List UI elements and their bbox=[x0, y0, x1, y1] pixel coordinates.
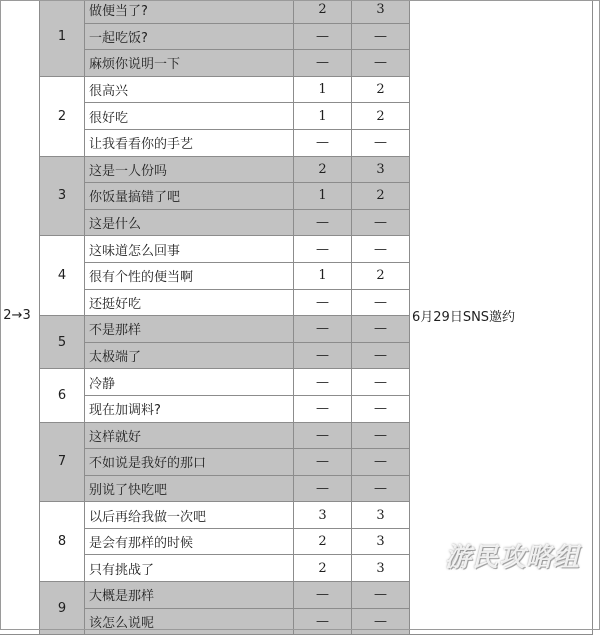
option-cell: 以后再给我做一次吧 bbox=[85, 502, 294, 529]
option-cell: 一起吃饭? bbox=[85, 23, 294, 50]
value-cell-a: — bbox=[294, 422, 352, 449]
value-cell-b: — bbox=[352, 23, 410, 50]
value-cell-a: — bbox=[294, 449, 352, 476]
table-row bbox=[0, 0, 593, 23]
group-number-cell: 4 bbox=[40, 236, 85, 316]
option-cell: 很高兴 bbox=[85, 76, 294, 103]
value-cell-a: 1 bbox=[294, 76, 352, 103]
value-cell-a: 1 bbox=[294, 103, 352, 130]
value-cell-b: — bbox=[352, 608, 410, 635]
value-cell-b: — bbox=[352, 50, 410, 77]
option-cell: 只有挑战了 bbox=[85, 555, 294, 582]
option-cell: 还挺好吃 bbox=[85, 289, 294, 316]
value-cell-a: — bbox=[294, 50, 352, 77]
value-cell-b: — bbox=[352, 129, 410, 156]
stage-cell: 2→3 bbox=[0, 0, 40, 635]
value-cell-a: 3 bbox=[294, 502, 352, 529]
value-cell-b: 2 bbox=[352, 262, 410, 289]
value-cell-b: 2 bbox=[352, 103, 410, 130]
value-cell-a: 2 bbox=[294, 528, 352, 555]
value-cell-b: 2 bbox=[352, 183, 410, 210]
value-cell-b: — bbox=[352, 236, 410, 263]
option-cell: 不如说是我好的那口 bbox=[85, 449, 294, 476]
option-cell: 现在加调料? bbox=[85, 395, 294, 422]
value-cell-a: — bbox=[294, 209, 352, 236]
value-cell-a: — bbox=[294, 316, 352, 343]
group-number-cell: 8 bbox=[40, 502, 85, 582]
value-cell-a: — bbox=[294, 395, 352, 422]
group-number-cell: 7 bbox=[40, 422, 85, 502]
option-cell: 很有个性的便当啊 bbox=[85, 262, 294, 289]
value-cell-a: — bbox=[294, 289, 352, 316]
option-cell: 不是那样 bbox=[85, 316, 294, 343]
option-cell: 别说了快吃吧 bbox=[85, 475, 294, 502]
value-cell-a: — bbox=[294, 608, 352, 635]
option-cell: 做便当了? bbox=[85, 0, 294, 23]
value-cell-b: 3 bbox=[352, 555, 410, 582]
value-cell-a: 1 bbox=[294, 183, 352, 210]
value-cell-b: 3 bbox=[352, 502, 410, 529]
value-cell-a: — bbox=[294, 342, 352, 369]
value-cell-b: — bbox=[352, 582, 410, 609]
group-number-cell: 3 bbox=[40, 156, 85, 236]
option-cell: 很好吃 bbox=[85, 103, 294, 130]
value-cell-b: — bbox=[352, 422, 410, 449]
value-cell-a: 2 bbox=[294, 156, 352, 183]
value-cell-b: — bbox=[352, 289, 410, 316]
value-cell-a: 1 bbox=[294, 262, 352, 289]
value-cell-b: — bbox=[352, 342, 410, 369]
value-cell-a: — bbox=[294, 582, 352, 609]
value-cell-b: — bbox=[352, 395, 410, 422]
option-cell: 太极端了 bbox=[85, 342, 294, 369]
value-cell-b: 3 bbox=[352, 528, 410, 555]
value-cell-b: 2 bbox=[352, 76, 410, 103]
option-cell: 你饭量搞错了吧 bbox=[85, 183, 294, 210]
value-cell-a: — bbox=[294, 369, 352, 396]
option-cell: 麻烦你说明一下 bbox=[85, 50, 294, 77]
group-number-cell: 1 bbox=[40, 0, 85, 76]
option-cell: 这样就好 bbox=[85, 422, 294, 449]
group-number-cell: 6 bbox=[40, 369, 85, 422]
option-cell: 这是一人份吗 bbox=[85, 156, 294, 183]
value-cell-a: — bbox=[294, 475, 352, 502]
value-cell-b: 3 bbox=[352, 0, 410, 23]
option-cell: 冷静 bbox=[85, 369, 294, 396]
note-cell: 6月29日SNS邀约 bbox=[410, 0, 593, 635]
value-cell-b: — bbox=[352, 316, 410, 343]
option-cell: 这是什么 bbox=[85, 209, 294, 236]
value-cell-a: 2 bbox=[294, 555, 352, 582]
value-cell-a: — bbox=[294, 236, 352, 263]
value-cell-b: — bbox=[352, 209, 410, 236]
value-cell-a: — bbox=[294, 23, 352, 50]
watermark-logo: 游民攻略组 bbox=[444, 543, 580, 573]
value-cell-b: — bbox=[352, 369, 410, 396]
option-cell: 是会有那样的时候 bbox=[85, 528, 294, 555]
value-cell-b: — bbox=[352, 475, 410, 502]
value-cell-a: — bbox=[294, 129, 352, 156]
group-number-cell: 2 bbox=[40, 76, 85, 156]
value-cell-b: 3 bbox=[352, 156, 410, 183]
option-cell: 大概是那样 bbox=[85, 582, 294, 609]
value-cell-a: 2 bbox=[294, 0, 352, 23]
group-number-cell: 9 bbox=[40, 582, 85, 635]
option-cell: 让我看看你的手艺 bbox=[85, 129, 294, 156]
option-cell: 该怎么说呢 bbox=[85, 608, 294, 635]
option-cell: 这味道怎么回事 bbox=[85, 236, 294, 263]
group-number-cell: 5 bbox=[40, 316, 85, 369]
value-cell-b: — bbox=[352, 449, 410, 476]
